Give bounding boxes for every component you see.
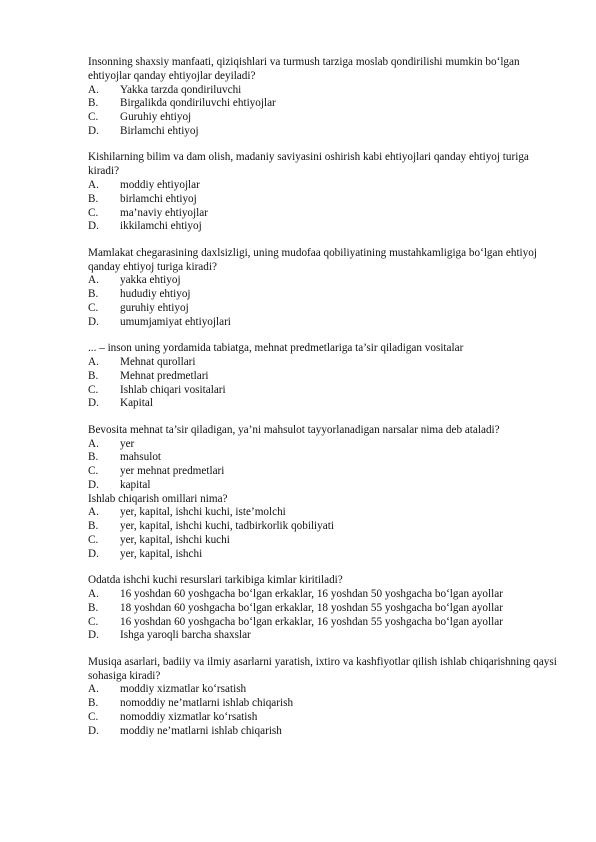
option-text: yer, kapital, ishchi kuchi, iste’molchi <box>120 506 286 519</box>
option-letter: C. <box>88 383 99 396</box>
option-text: kapital <box>120 478 151 491</box>
option-letter: A. <box>88 506 99 519</box>
option-letter: D. <box>88 478 99 491</box>
document-body <box>88 56 558 751</box>
option-text: mahsulot <box>120 451 162 464</box>
option-letter: B. <box>88 520 99 533</box>
answer-option <box>88 534 558 548</box>
answer-option <box>88 683 558 697</box>
answer-option <box>88 97 558 111</box>
option-letter: A. <box>88 437 99 450</box>
answer-option <box>88 111 558 125</box>
question-block <box>88 151 558 234</box>
option-text: nomoddiy ne’matlarni ishlab chiqarish <box>120 697 294 710</box>
answer-option <box>88 316 558 330</box>
option-letter: B. <box>88 192 99 205</box>
option-letter: C. <box>88 301 99 314</box>
option-text: 16 yoshdan 60 yoshgacha bo‘lgan erkaklar, 16 yoshdan 55 yoshgacha bo‘lgan ayollar <box>120 615 503 628</box>
answer-option <box>88 548 558 562</box>
answer-option <box>88 302 558 316</box>
option-text: yakka ehtiyoj <box>120 274 181 287</box>
answer-option <box>88 520 558 534</box>
option-letter: A. <box>88 683 99 696</box>
option-text: Mehnat qurollari <box>120 355 196 368</box>
answer-option <box>88 711 558 725</box>
question-text: ... – inson uning yordamida tabiatga, mehnat predmetlariga ta’sir qiladigan vositalar <box>88 342 464 355</box>
option-letter: D. <box>88 124 99 137</box>
option-letter: B. <box>88 697 99 710</box>
option-text: Birlamchi ehtiyoj <box>120 124 199 137</box>
option-letter: A. <box>88 588 99 601</box>
option-text: umumjamiyat ehtiyojlari <box>120 315 231 328</box>
option-text: yer <box>120 437 135 450</box>
answer-option <box>88 465 558 479</box>
option-text: moddiy ehtiyojlar <box>120 178 200 191</box>
answer-option <box>88 506 558 520</box>
answer-option <box>88 479 558 493</box>
option-letter: C. <box>88 534 99 547</box>
option-text: ikkilamchi ehtiyoj <box>120 220 202 233</box>
option-text: Ishlab chiqari vositalari <box>120 383 226 396</box>
question-text: Mamlakat chegarasining daxlsizligi, uning mudofaa qobiliyatining mustahkamligiga bo‘lgan ehtiyoj qanday ehtiyoj turiga kiradi? <box>88 246 537 273</box>
answer-option <box>88 384 558 398</box>
option-letter: B. <box>88 451 99 464</box>
question-text: Musiqa asarlari, badiiy va ilmiy asarlarni yaratish, ixtiro va kashfiyotlar qilish ishlab chiqarishning qaysi sohasiga kiradi? <box>88 655 557 682</box>
answer-option <box>88 125 558 139</box>
answer-option <box>88 179 558 193</box>
option-text: Mehnat predmetlari <box>120 369 209 382</box>
option-letter: C. <box>88 711 99 724</box>
answer-option <box>88 356 558 370</box>
option-text: guruhiy ehtiyoj <box>120 301 189 314</box>
answer-option <box>88 288 558 302</box>
option-letter: A. <box>88 274 99 287</box>
option-letter: A. <box>88 83 99 96</box>
option-text: yer, kapital, ishchi kuchi, tadbirkorlik qobiliyati <box>120 520 334 533</box>
answer-option <box>88 370 558 384</box>
option-text: moddiy ne’matlarni ishlab chiqarish <box>120 724 282 737</box>
option-letter: D. <box>88 629 99 642</box>
question-block <box>88 493 558 562</box>
option-text: yer, kapital, ishchi kuchi <box>120 534 230 547</box>
answer-option <box>88 84 558 98</box>
answer-option <box>88 438 558 452</box>
question-text: Bevosita mehnat ta’sir qiladigan, ya’ni mahsulot tayyorlanadigan narsalar nima deb ataladi? <box>88 423 500 436</box>
question-text: Kishilarning bilim va dam olish, madaniy saviyasini oshirish kabi ehtiyojlari qanday ehtiyoj turiga kiradi? <box>88 151 529 178</box>
answer-option <box>88 697 558 711</box>
question-block <box>88 247 558 330</box>
option-text: hududiy ehtiyoj <box>120 288 191 301</box>
answer-option <box>88 451 558 465</box>
question-block <box>88 424 558 493</box>
question-text: Insonning shaxsiy manfaati, qiziqishlari va turmush tarziga moslab qondirilishi mumkin bo‘lgan ehtiyojlar qanday ehtiyojlar deyiladi? <box>88 56 520 82</box>
answer-option <box>88 274 558 288</box>
answer-option <box>88 397 558 411</box>
option-text: birlamchi ehtiyoj <box>120 192 197 205</box>
option-letter: B. <box>88 601 99 614</box>
answer-option <box>88 207 558 221</box>
option-letter: D. <box>88 547 99 560</box>
answer-option <box>88 616 558 630</box>
option-text: nomoddiy xizmatlar ko‘rsatish <box>120 711 258 724</box>
question-block <box>88 342 558 411</box>
answer-option <box>88 220 558 234</box>
option-text: Birgalikda qondiriluvchi ehtiyojlar <box>120 97 276 110</box>
option-letter: D. <box>88 220 99 233</box>
option-text: 18 yoshdan 60 yoshgacha bo‘lgan erkaklar, 18 yoshdan 55 yoshgacha bo‘lgan ayollar <box>120 601 503 614</box>
answer-option <box>88 602 558 616</box>
option-letter: D. <box>88 724 99 737</box>
option-letter: D. <box>88 315 99 328</box>
option-letter: B. <box>88 97 99 110</box>
question-text: Odatda ishchi kuchi resurslari tarkibiga kimlar kiritiladi? <box>88 574 343 587</box>
option-letter: C. <box>88 206 99 219</box>
option-letter: B. <box>88 369 99 382</box>
answer-option <box>88 588 558 602</box>
option-text: yer mehnat predmetlari <box>120 465 225 478</box>
question-text: Ishlab chiqarish omillari nima? <box>88 492 228 505</box>
option-letter: A. <box>88 355 99 368</box>
answer-option <box>88 725 558 739</box>
question-block <box>88 574 558 643</box>
option-letter: B. <box>88 288 99 301</box>
option-letter: C. <box>88 111 99 124</box>
question-block <box>88 56 558 139</box>
option-text: Ishga yaroqli barcha shaxslar <box>120 629 251 642</box>
answer-option <box>88 193 558 207</box>
option-letter: C. <box>88 615 99 628</box>
option-text: yer, kapital, ishchi <box>120 547 203 560</box>
option-text: 16 yoshdan 60 yoshgacha bo‘lgan erkaklar, 16 yoshdan 50 yoshgacha bo‘lgan ayollar <box>120 588 503 601</box>
option-text: moddiy xizmatlar ko‘rsatish <box>120 683 247 696</box>
option-letter: D. <box>88 397 99 410</box>
option-letter: A. <box>88 178 99 191</box>
answer-option <box>88 629 558 643</box>
option-text: ma’naviy ehtiyojlar <box>120 206 208 219</box>
option-text: Guruhiy ehtiyoj <box>120 111 192 124</box>
option-text: Yakka tarzda qondiriluvchi <box>120 83 242 96</box>
option-letter: C. <box>88 465 99 478</box>
question-block <box>88 656 558 739</box>
option-text: Kapital <box>120 397 153 410</box>
